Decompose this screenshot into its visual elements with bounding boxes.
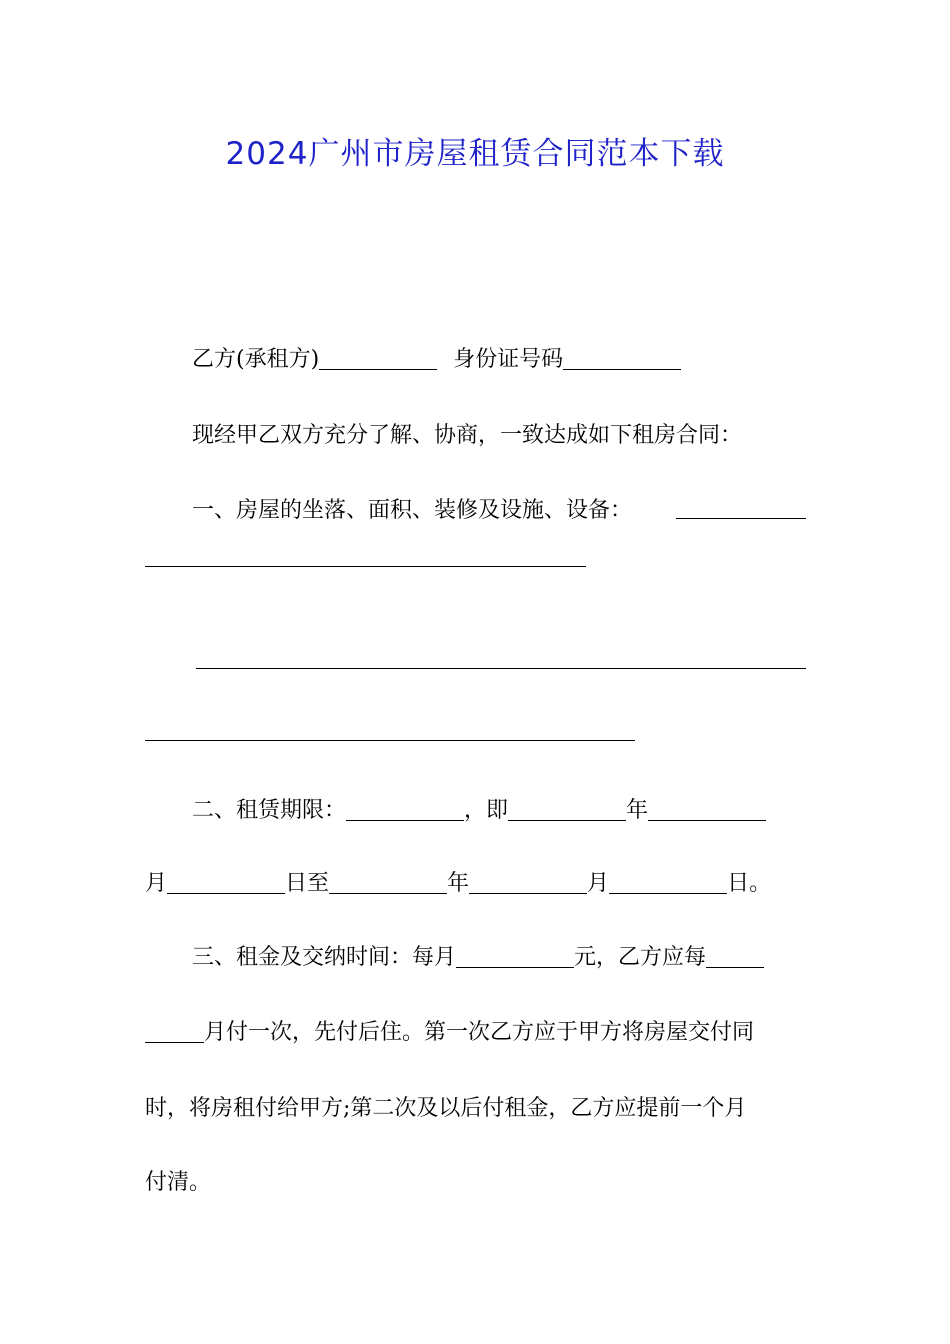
end-month-blank: [469, 892, 587, 894]
clause-3-heading: 三、租金及交纳时间：每月: [192, 945, 457, 970]
clause-2-year-1: 年: [626, 798, 649, 823]
document-title: 2024广州市房屋租赁合同范本下载: [225, 136, 725, 172]
start-month-blank: [648, 819, 766, 821]
party-b-id-label: 身份证号码: [453, 347, 564, 372]
clause-2-year-2: 年: [447, 871, 470, 896]
clause-2-day-to: 日至: [285, 871, 330, 896]
end-year-blank: [329, 892, 447, 894]
payment-interval-blank-1: [706, 966, 764, 968]
clause-3-yuan: 元，乙方应每: [574, 945, 707, 970]
end-day-blank: [609, 892, 727, 894]
start-year-blank: [508, 819, 626, 821]
clause-1-blank-1: [676, 518, 806, 519]
clause-3-text-2: 月付一次，先付后住。第一次乙方应于甲方将房屋交付同: [204, 1020, 755, 1045]
clause-2-heading: 二、租赁期限：: [192, 798, 347, 823]
clause-3-line-3: 时，将房租付给甲方;第二次及以后付租金，乙方应提前一个月: [145, 1096, 747, 1121]
clause-2-line-1: [192, 796, 766, 826]
clause-1-line: [192, 496, 632, 526]
intro-paragraph: 现经甲乙双方充分了解、协商，一致达成如下租房合同：: [192, 423, 743, 448]
party-b-line: [192, 345, 681, 375]
start-day-blank: [167, 892, 285, 894]
clause-3-line-2: [145, 1018, 754, 1048]
lease-term-blank: [346, 819, 464, 821]
clause-1-blank-3: [196, 668, 806, 669]
party-b-name-blank: [319, 368, 437, 370]
monthly-rent-blank: [456, 966, 574, 968]
clause-3-line-4: 付清。: [145, 1170, 212, 1195]
party-b-label: 乙方(承租方): [192, 347, 320, 372]
clause-2-month-2: 月: [587, 871, 610, 896]
clause-2-ji: ，即: [464, 798, 509, 823]
clause-3-line-1: [192, 943, 764, 973]
party-b-id-blank: [563, 368, 681, 370]
payment-interval-blank-2: [145, 1041, 204, 1043]
clause-2-day-end: 日。: [727, 871, 772, 896]
clause-1-blank-2: [145, 566, 586, 567]
clause-2-month-1: 月: [145, 871, 168, 896]
clause-1-blank-4: [145, 740, 635, 741]
clause-2-line-2: [145, 869, 771, 899]
clause-1-text: 一、房屋的坐落、面积、装修及设施、设备：: [192, 498, 633, 523]
